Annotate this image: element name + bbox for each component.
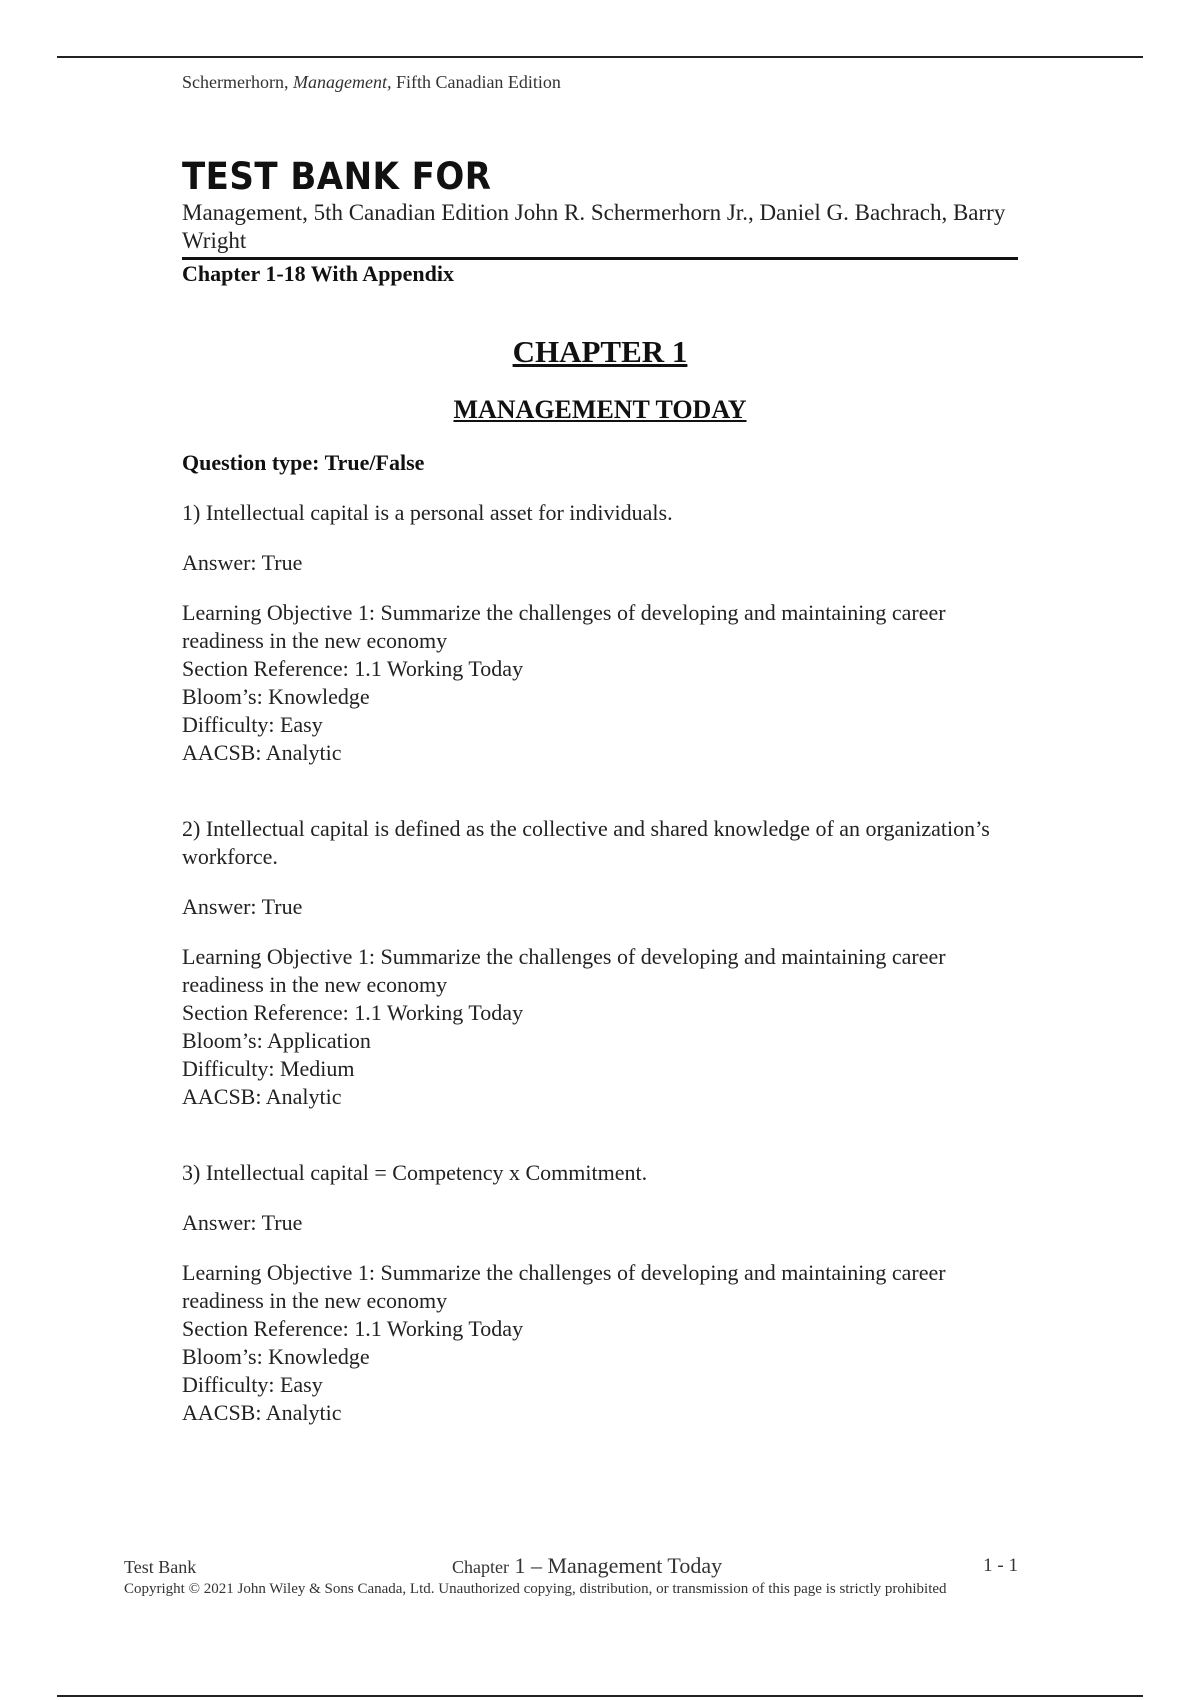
running-head-author: Schermerhorn, (182, 72, 289, 92)
section-reference: Section Reference: 1.1 Working Today (182, 656, 524, 681)
learning-objective: Learning Objective 1: Summarize the challenges of developing and maintaining career readiness in the new economy (182, 600, 946, 653)
learning-objective: Learning Objective 1: Summarize the challenges of developing and maintaining career readiness in the new economy (182, 944, 946, 997)
section-reference: Section Reference: 1.1 Working Today (182, 1000, 524, 1025)
answer-text: Answer: True (182, 550, 303, 575)
running-head-edition: Fifth Canadian Edition (395, 72, 561, 92)
chapter-range: Chapter 1-18 With Appendix (182, 261, 455, 286)
question-block (182, 499, 1022, 767)
copyright-notice: Copyright © 2021 John Wiley & Sons Canada, Ltd. Unauthorized copying, distribution, or transmission of this page is strictly prohibited (124, 1581, 947, 1597)
learning-objective: Learning Objective 1: Summarize the challenges of developing and maintaining career readiness in the new economy (182, 1260, 946, 1313)
top-rule (57, 56, 1143, 58)
question-list (182, 449, 1022, 1427)
running-head-book-title: Management, (292, 72, 392, 92)
footer-left-label: Test Bank (124, 1557, 197, 1577)
aacsb-tag: AACSB: Analytic (182, 1084, 342, 1109)
question-block (182, 1159, 1022, 1427)
question-text: 2) Intellectual capital is defined as the collective and shared knowledge of an organization’s workforce. (182, 816, 990, 869)
document-title: TEST BANK FOR (182, 155, 492, 198)
page-number: 1 - 1 (983, 1555, 1018, 1576)
footer-chapter-main: 1 – Management Today (514, 1553, 723, 1578)
answer-text: Answer: True (182, 1210, 303, 1235)
answer-text: Answer: True (182, 894, 303, 919)
difficulty-level: Difficulty: Medium (182, 1056, 355, 1081)
aacsb-tag: AACSB: Analytic (182, 740, 342, 765)
question-text: 3) Intellectual capital = Competency x Commitment. (182, 1160, 648, 1185)
question-block (182, 815, 1022, 1111)
chapter-number-heading: CHAPTER 1 (512, 334, 688, 369)
blooms-level: Bloom’s: Application (182, 1028, 371, 1053)
blooms-level: Bloom’s: Knowledge (182, 1344, 370, 1369)
difficulty-level: Difficulty: Easy (182, 712, 323, 737)
question-type-label: Question type: True/False (182, 450, 425, 475)
running-head (182, 72, 561, 93)
book-info: Management, 5th Canadian Edition John R. Schermerhorn Jr., Daniel G. Bachrach, Barry Wright (182, 200, 1006, 253)
footer-chapter-title (452, 1553, 722, 1579)
chapter-name-heading: MANAGEMENT TODAY (453, 395, 747, 424)
question-text: 1) Intellectual capital is a personal asset for individuals. (182, 500, 673, 525)
difficulty-level: Difficulty: Easy (182, 1372, 323, 1397)
bottom-rule (57, 1695, 1143, 1697)
title-rule (182, 257, 1018, 260)
aacsb-tag: AACSB: Analytic (182, 1400, 342, 1425)
page-footer (124, 1553, 1018, 1579)
blooms-level: Bloom’s: Knowledge (182, 684, 370, 709)
section-reference: Section Reference: 1.1 Working Today (182, 1316, 524, 1341)
footer-chapter-prefix: Chapter (452, 1557, 509, 1577)
